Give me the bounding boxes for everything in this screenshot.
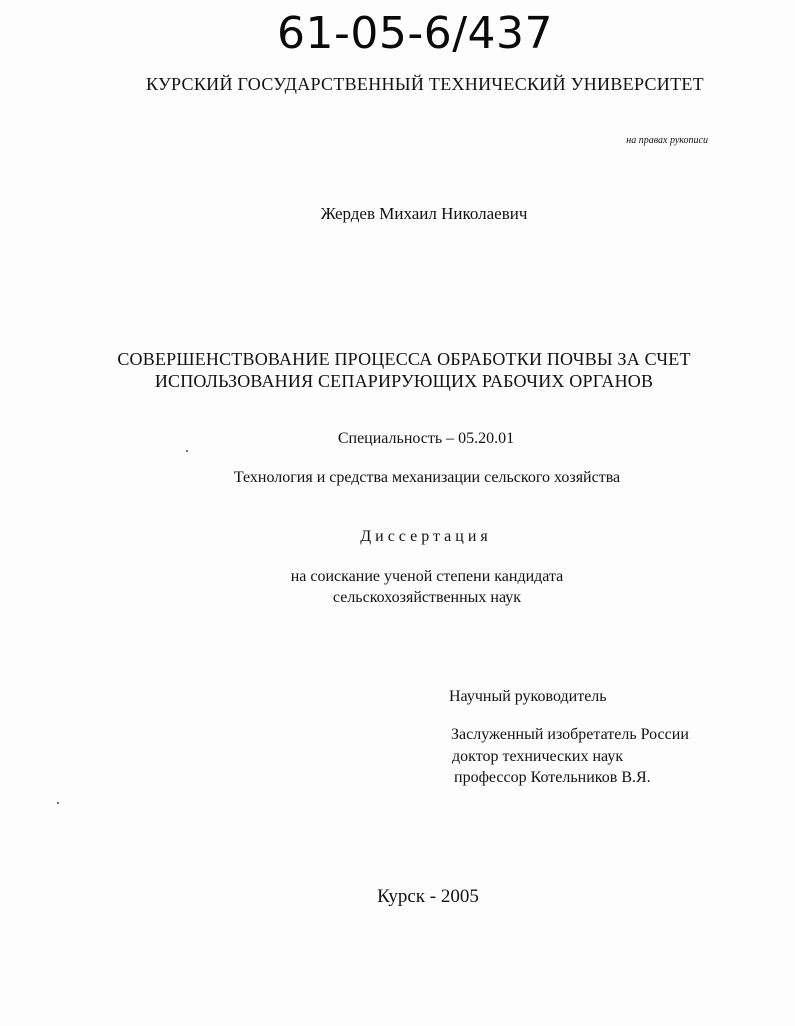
supervisor-heading: Научный руководитель bbox=[449, 688, 607, 705]
supervisor-title-line-1: Заслуженный изобретатель России bbox=[451, 726, 689, 743]
supervisor-name: профессор Котельников В.Я. bbox=[454, 769, 651, 786]
document-type: Диссертация bbox=[360, 528, 492, 545]
supervisor-title-line-2: доктор технических наук bbox=[452, 748, 624, 765]
author-name: Жердев Михаил Николаевич bbox=[320, 204, 528, 223]
scan-speck bbox=[57, 802, 59, 804]
degree-line-1: на соискание ученой степени кандидата bbox=[290, 568, 564, 585]
specialty-code: Специальность – 05.20.01 bbox=[337, 430, 515, 447]
scan-speck bbox=[186, 450, 188, 452]
university-name: КУРСКИЙ ГОСУДАРСТВЕННЫЙ ТЕХНИЧЕСКИЙ УНИВЕРСИТЕТ bbox=[146, 74, 704, 94]
dissertation-title-line-2: ИСПОЛЬЗОВАНИЯ СЕПАРИРУЮЩИХ РАБОЧИХ ОРГАНОВ bbox=[154, 371, 654, 391]
document-number: 61-05-6/437 bbox=[276, 8, 554, 59]
degree-line-2: сельскохозяйственных наук bbox=[332, 589, 522, 606]
dissertation-title-line-1: СОВЕРШЕНСТВОВАНИЕ ПРОЦЕССА ОБРАБОТКИ ПОЧВЫ ЗА СЧЕТ bbox=[117, 349, 691, 369]
city-year: Курск - 2005 bbox=[377, 886, 479, 907]
specialty-name: Технология и средства механизации сельского хозяйства bbox=[233, 469, 621, 486]
rights-note: на правах рукописи bbox=[626, 135, 708, 146]
